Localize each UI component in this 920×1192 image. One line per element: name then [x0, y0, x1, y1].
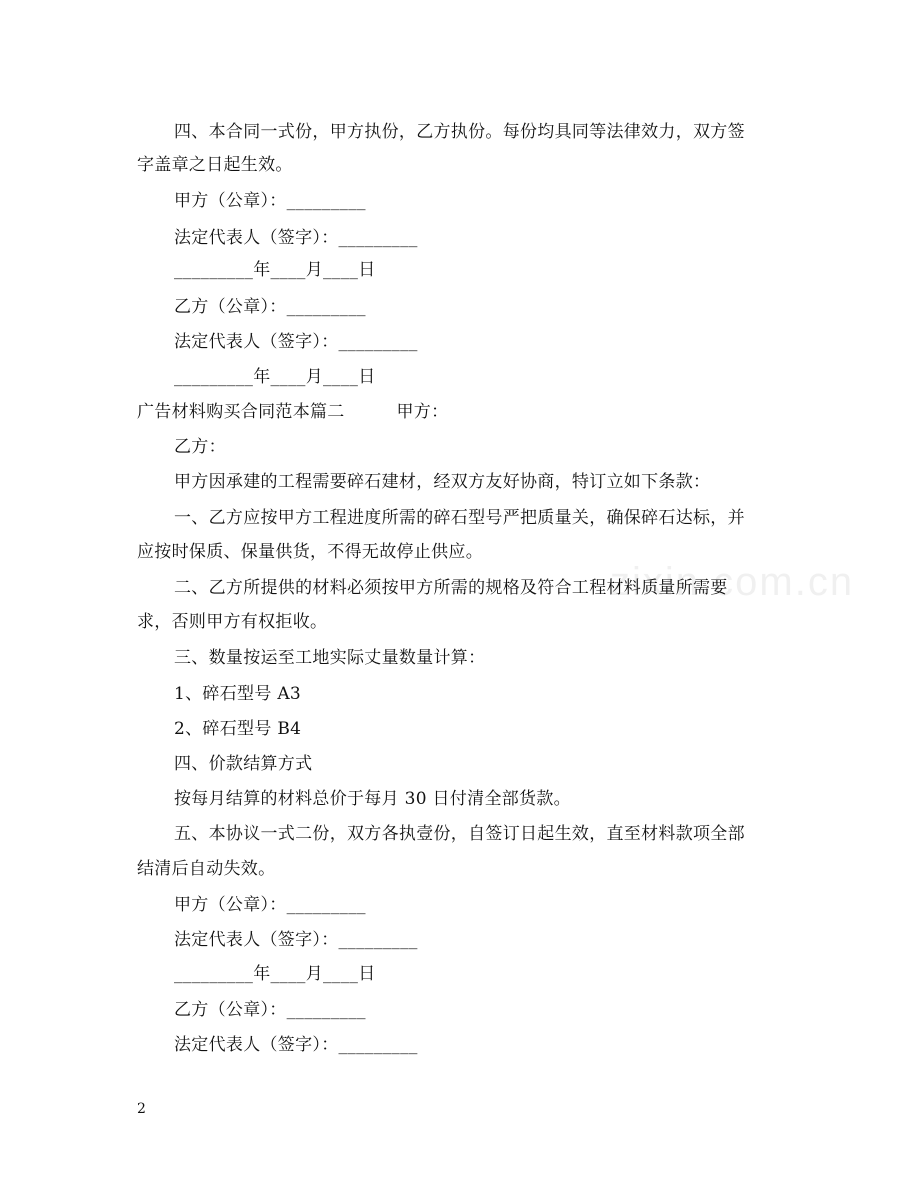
clause-2-line-1: 二、乙方所提供的材料必须按甲方所需的规格及符合工程材料质量所需要 — [174, 578, 728, 598]
party-b-date-line: _________年____月____日 — [174, 367, 376, 387]
clause-2-line-2: 求，否则甲方有权拒收。 — [137, 612, 328, 632]
party-a-seal-line: 甲方（公章）：_________ — [174, 191, 366, 211]
party-a-date-line-2: _________年____月____日 — [174, 964, 376, 984]
party-a-seal-line-2: 甲方（公章）：_________ — [174, 895, 366, 915]
party-b-label: 乙方： — [174, 437, 226, 457]
clause-1-line-2: 应按时保质、保量供货，不得无故停止供应。 — [137, 542, 483, 562]
clause-3: 三、数量按运至工地实际丈量数量计算： — [174, 648, 486, 668]
item-a3: 1、碎石型号 A3 — [174, 684, 302, 704]
section-heading-2: 广告材料购买合同范本篇二 甲方： — [137, 402, 449, 422]
watermark: zixin.com.cn — [610, 560, 855, 604]
party-a-rep-line-2: 法定代表人（签字）：_________ — [174, 930, 418, 950]
party-b-seal-line-2: 乙方（公章）：_________ — [174, 1000, 366, 1020]
clause-1-line-1: 一、乙方应按甲方工程进度所需的碎石型号严把质量关，确保碎石达标，并 — [174, 508, 745, 528]
clause-4-heading: 四、价款结算方式 — [174, 754, 313, 774]
party-a-date-line: _________年____月____日 — [174, 260, 376, 280]
page-number: 2 — [137, 1101, 146, 1117]
party-a-rep-line: 法定代表人（签字）：_________ — [174, 228, 418, 248]
clause-4-line-1: 四、本合同一式份，甲方执份，乙方执份。每份均具同等法律效力，双方签 — [174, 122, 745, 142]
party-b-rep-line: 法定代表人（签字）：_________ — [174, 332, 418, 352]
party-b-rep-line-2: 法定代表人（签字）：_________ — [174, 1035, 418, 1055]
clause-5-line-1: 五、本协议一式二份，双方各执壹份，自签订日起生效，直至材料款项全部 — [174, 824, 745, 844]
preamble: 甲方因承建的工程需要碎石建材，经双方友好协商，特订立如下条款： — [174, 472, 711, 492]
party-b-seal-line: 乙方（公章）：_________ — [174, 297, 366, 317]
clause-4-line-2: 字盖章之日起生效。 — [137, 155, 293, 175]
payment-terms: 按每月结算的材料总价于每月 30 日付清全部货款。 — [174, 789, 571, 809]
clause-5-line-2: 结清后自动失效。 — [137, 859, 276, 879]
item-b4: 2、碎石型号 B4 — [174, 719, 302, 739]
